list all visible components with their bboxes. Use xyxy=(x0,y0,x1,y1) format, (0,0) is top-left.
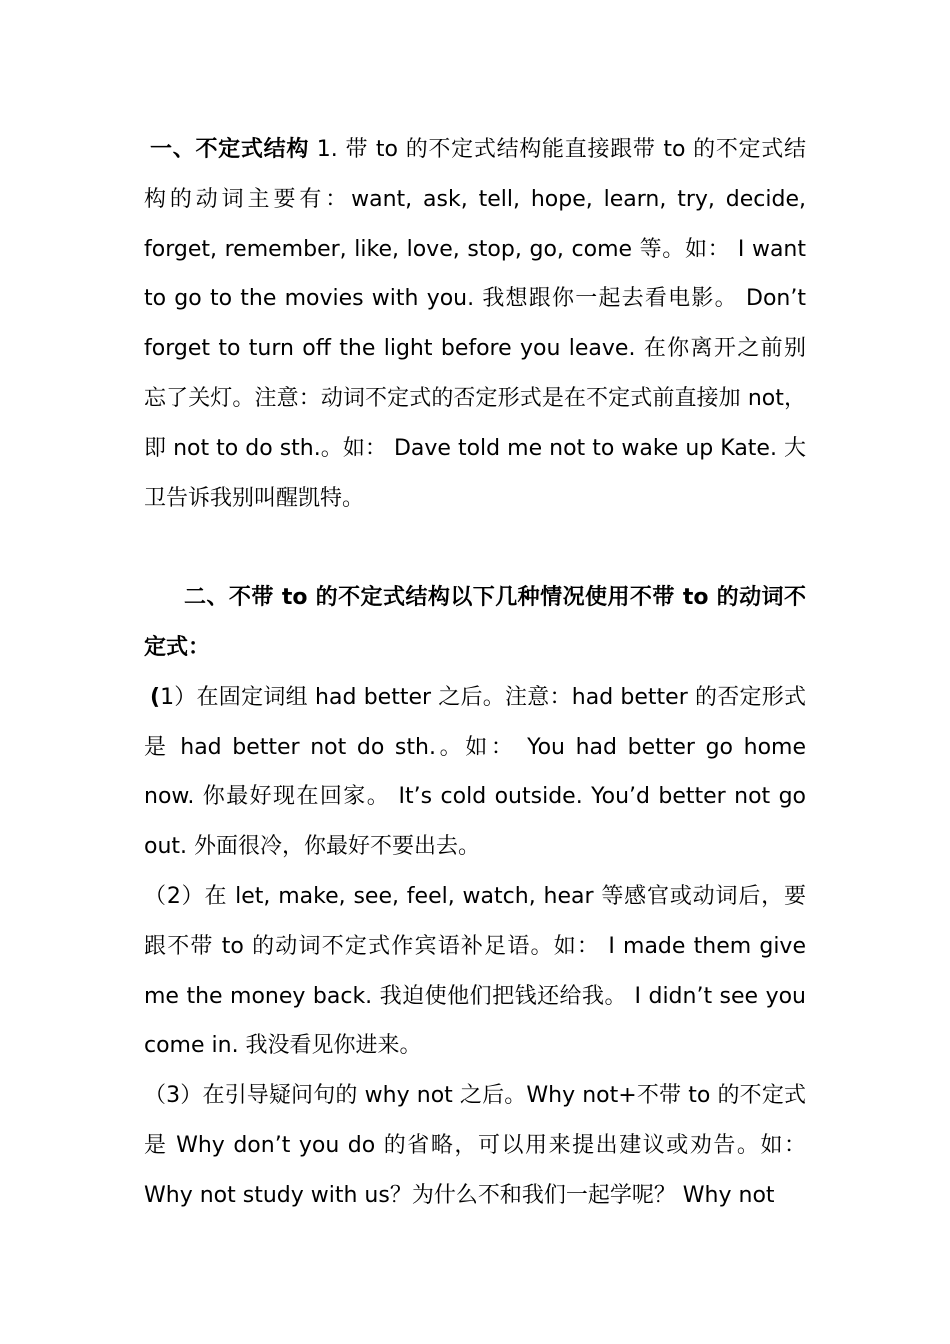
section-1-body: 1. 带 to 的不定式结构能直接跟带 to 的不定式结构的动词主要有：want, ask, tell, hope, learn, try, decide, forget, remember, like, love, stop, go, come 等。如： I want to go to the movies with you. 我想跟你一起去看电影。 Don’t forget to turn off the light before you leave. 在你离开之前别忘了关灯。注意：动词不定式的否定形式是在不定式前直接加 not，即 not to do sth.。如： Dave told me not to wake up Kate. 大卫告诉我别叫醒凯特。 xyxy=(144,137,806,511)
section-2-item-2: （2）在 let, make, see, feel, watch, hear 等感官或动词后，要跟不带 to 的动词不定式作宾语补足语。如： I made them give me the money back. 我迫使他们把钱还给我。 I didn’t see you come in. 我没看见你进来。 xyxy=(144,883,806,1059)
paragraph-spacer xyxy=(144,523,806,573)
section-2-heading: 二、不带 to 的不定式结构以下几种情况使用不带 to 的动词不定式： xyxy=(144,585,806,660)
section-2-item-3: （3）在引导疑问句的 why not 之后。Why not+不带 to 的不定式是 Why don’t you do 的省略，可以用来提出建议或劝告。如：Why not study with us？为什么不和我们一起学呢？ Why not xyxy=(144,1083,806,1208)
document-page xyxy=(144,125,806,1221)
section-2-item-1 xyxy=(144,673,806,872)
section-1-heading: 一、不定式结构 xyxy=(150,137,310,162)
item-1-open-paren: ( xyxy=(150,684,161,710)
section-1-paragraph xyxy=(144,125,806,523)
item-1-text: 1）在固定词组 had better 之后。注意：had better 的否定形式是 had better not do sth.。如： You had better go home now. 你最好现在回家。 It’s cold outside. You’d better not go out. 外面很冷，你最好不要出去。 xyxy=(144,684,806,860)
